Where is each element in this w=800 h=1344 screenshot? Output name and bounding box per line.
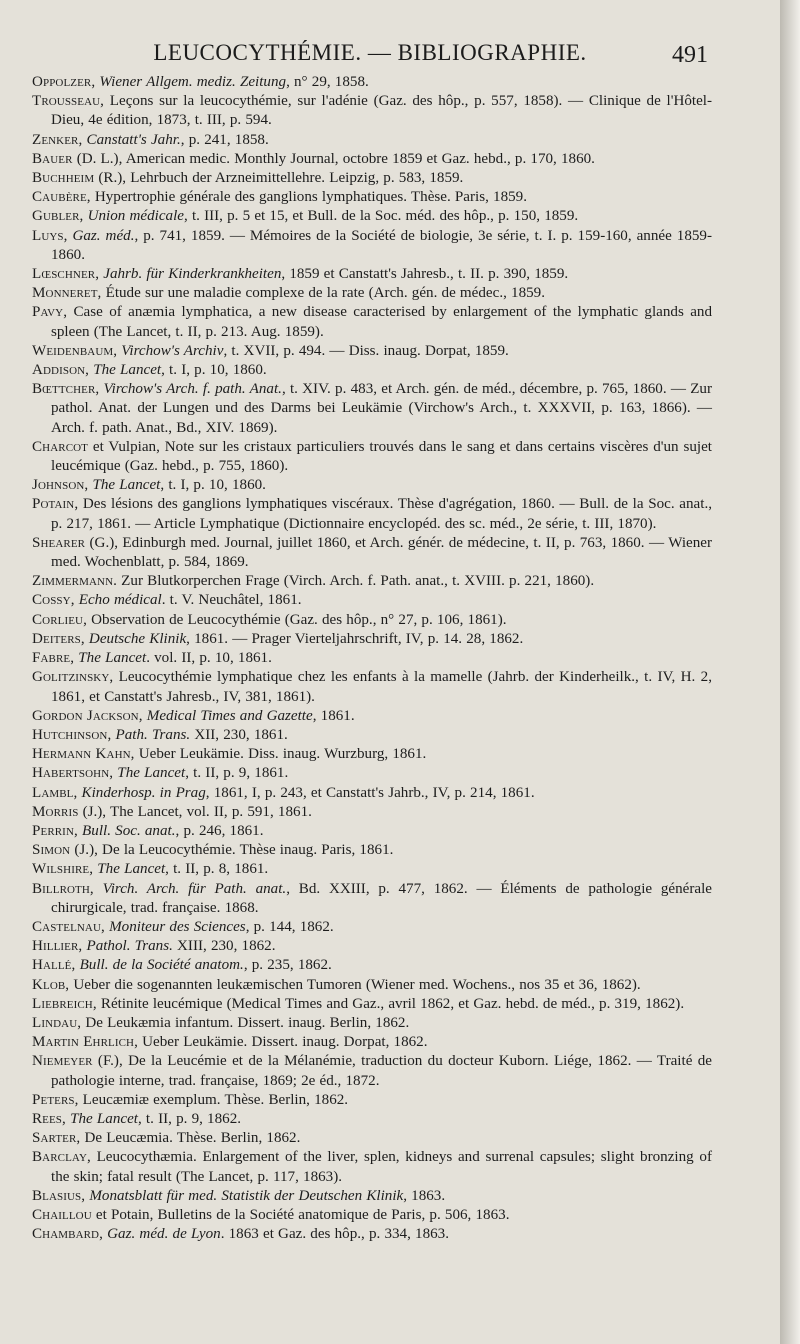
entry-author: Lindau, — [32, 1014, 82, 1031]
entry-author: Charcot — [32, 438, 88, 455]
bibliography-entry — [32, 841, 712, 860]
entry-details: Hypertrophie générale des ganglions lymphatiques. Thèse. Paris, 1859. — [90, 189, 528, 206]
entry-author: Blasius, — [32, 1187, 86, 1204]
entry-details: Leucocythémie lymphatique chez les enfants à la mamelle (Jahrb. der Kinderheilk., t. IV, H. 2, 1861, et Canstatt's Jahresb., IV, 381, 1861). — [51, 669, 712, 705]
entry-author: Peters, — [32, 1091, 79, 1108]
bibliography-entry — [32, 764, 712, 783]
entry-author: Cossy, — [32, 592, 75, 609]
entry-details: , p. 741, 1859. — Mémoires de la Société de biologie, 3e série, t. I. p. 159-160, année 1859-1860. — [51, 227, 712, 263]
bibliography-entry — [32, 73, 712, 92]
entry-details: Des lésions des ganglions lymphatiques viscéraux. Thèse d'agrégation, 1860. — Bull. de la Soc. anat., p. 217, 1861. — Article Lymphatique (Dictionnaire encyclopéd. des sc. méd., 2e série, t. III, 1870). — [51, 496, 712, 532]
entry-title: Virch. Arch. für Path. anat. — [93, 880, 287, 897]
bibliography-entry — [32, 1148, 712, 1186]
entry-details: . vol. II, p. 10, 1861. — [146, 650, 272, 667]
bibliography-entry — [32, 92, 712, 130]
entry-details: (G.), Edinburgh med. Journal, juillet 1860, et Arch. génér. de médecine, t. II, p. 763, 1860. — Wiener med. Wochenblatt, p. 584, 1869. — [51, 534, 712, 571]
bibliography-entry — [32, 784, 712, 803]
bibliography-entry — [32, 572, 712, 591]
bibliography-entry — [32, 1129, 712, 1148]
entry-details: , p. 246, 1861. — [175, 822, 264, 839]
bibliography-entry — [32, 169, 712, 188]
entry-details: Ueber Leukämie. Dissert. inaug. Dorpat, 1862. — [137, 1034, 428, 1051]
bibliography-entry — [32, 591, 712, 610]
entry-title: The Lancet — [65, 1110, 138, 1127]
entry-details: Ueber die sogenannten leukæmischen Tumoren (Wiener med. Wochens., nos 35 et 36, 1862). — [69, 976, 641, 993]
entry-title: Medical Times and Gazette — [142, 707, 313, 724]
entry-details: , t. XVII, p. 494. — Diss. inaug. Dorpat, 1859. — [223, 342, 509, 359]
bibliography-entry — [32, 1110, 712, 1129]
entry-author: Chaillou — [32, 1206, 92, 1223]
entry-title: Pathol. Trans. — [82, 938, 173, 955]
entry-details: , t. II, p. 9, 1862. — [137, 1110, 242, 1127]
entry-author: Simon — [32, 842, 71, 859]
entry-author: Lœschner, — [32, 266, 100, 283]
entry-author: Fabre, — [32, 650, 75, 667]
entry-title: Wiener Allgem. mediz. Zeitung — [95, 74, 287, 90]
entry-details: Observation de Leucocythémie (Gaz. des hôp., n° 27, p. 106, 1861). — [86, 611, 507, 628]
entry-details: Leucæmiæ exemplum. Thèse. Berlin, 1862. — [78, 1091, 349, 1108]
entry-details: , t. II, p. 8, 1861. — [165, 861, 269, 878]
bibliography-entry — [32, 956, 712, 975]
entry-title: Deutsche Klinik — [84, 630, 187, 647]
entry-author: Chambard, — [32, 1226, 103, 1243]
entry-author: Gubler, — [32, 208, 84, 225]
entry-author: Zenker, — [32, 131, 83, 148]
entry-details: XII, 230, 1861. — [190, 726, 288, 743]
bibliography-entry — [32, 937, 712, 956]
bibliography-entry — [32, 150, 712, 169]
running-header — [30, 40, 710, 74]
entry-title: Monatsblatt für med. Statistik der Deutschen Klinik — [85, 1187, 404, 1204]
entry-details: , 1863. — [403, 1187, 446, 1204]
entry-details: (J.), De la Leucocythémie. Thèse inaug. Paris, 1861. — [70, 842, 394, 859]
entry-details: et Vulpian, Note sur les cristaux particuliers trouvés dans le sang et dans certains viscères d'un sujet leucémique (Gaz. hebd., p. 755, 1860). — [51, 438, 712, 475]
bibliography-entry — [32, 1206, 712, 1225]
entry-details: De Leukæmia infantum. Dissert. inaug. Berlin, 1862. — [81, 1014, 410, 1031]
bibliography-entry — [32, 860, 712, 879]
entry-author: Wilshire, — [32, 861, 94, 878]
entry-author: Shearer — [32, 534, 86, 551]
bibliography-entry — [32, 207, 712, 226]
entry-author: Addison, — [32, 362, 90, 379]
entry-author: Bauer — [32, 150, 73, 167]
entry-details: , p. 144, 1862. — [245, 918, 334, 935]
entry-details: , t. II, p. 9, 1861. — [185, 765, 289, 782]
entry-author: Monneret, — [32, 285, 102, 302]
bibliography-entry — [32, 611, 712, 630]
entry-author: Castelnau, — [32, 918, 105, 935]
bibliography-entry — [32, 284, 712, 303]
entry-author: Lambl, — [32, 784, 78, 801]
entry-title: Gaz. méd. — [67, 227, 135, 244]
entry-title: Virchow's Arch. f. path. Anat. — [99, 381, 282, 398]
entry-author: Niemeyer — [32, 1053, 93, 1070]
bibliography-entry — [32, 630, 712, 649]
entry-details: (R.), Lehrbuch der Arzneimittellehre. Leipzig, p. 583, 1859. — [94, 170, 464, 187]
entry-details: , t. III, p. 5 et 15, et Bull. de la Soc. méd. des hôp., p. 150, 1859. — [184, 208, 579, 225]
bibliography-entry — [32, 380, 712, 438]
entry-title: Kinderhosp. in Prag — [77, 784, 206, 801]
entry-author: Weidenbaum, — [32, 342, 118, 359]
entry-author: Sarter, — [32, 1130, 81, 1147]
entry-details: , p. 241, 1858. — [180, 131, 269, 148]
entry-details: Étude sur une maladie complexe de la rate (Arch. gén. de médec., 1859. — [101, 285, 546, 302]
entry-author: Hermann Kahn, — [32, 746, 135, 763]
entry-author: Hillier, — [32, 938, 83, 955]
entry-details: , 1861, I, p. 243, et Canstatt's Jahrb., IV, p. 214, 1861. — [205, 784, 535, 801]
bibliography-entry — [32, 707, 712, 726]
running-title: LEUCOCYTHÉMIE. — BIBLIOGRAPHIE. — [153, 40, 587, 65]
entry-title: Virchow's Archiv — [117, 342, 224, 359]
entry-details: , Bd. XXIII, p. 477, 1862. — Éléments de pathologie générale chirurgicale, trad. française. 1868. — [51, 880, 712, 916]
bibliography-entry — [32, 1052, 712, 1090]
entry-title: Canstatt's Jahr. — [82, 131, 181, 148]
bibliography-entry — [32, 745, 712, 764]
entry-details: Case of anæmia lymphatica, a new disease caracterised by enlargement of the lymphatic glands and spleen (The Lancet, t. II, p. 213. Aug. 1859). — [51, 304, 712, 340]
entry-author: Klob, — [32, 976, 70, 993]
entry-author: Johnson, — [32, 477, 89, 494]
entry-details: , t. I, p. 10, 1860. — [160, 477, 266, 494]
entry-details: . 1863 et Gaz. des hôp., p. 334, 1863. — [220, 1226, 450, 1243]
entry-details: (D. L.), American medic. Monthly Journal, octobre 1859 et Gaz. hebd., p. 170, 1860. — [72, 150, 595, 167]
entry-title: Union médicale — [83, 208, 184, 225]
entry-author: Billroth, — [32, 880, 94, 897]
entry-author: Oppolzer, — [32, 74, 96, 90]
entry-author: Habertsohn, — [32, 765, 114, 782]
entry-title: Bull. de la Société anatom. — [75, 957, 244, 974]
bibliography-entry — [32, 1091, 712, 1110]
bibliography-entry — [32, 361, 712, 380]
entry-author: Pavy, — [32, 304, 68, 321]
entry-details: Leçons sur la leucocythémie, sur l'adénie (Gaz. des hôp., p. 557, 1858). — Clinique de l'Hôtel-Dieu, 4e édition, 1873, t. III, p. 594. — [51, 93, 712, 129]
entry-title: The Lancet — [74, 650, 147, 667]
bibliography-entry — [32, 803, 712, 822]
bibliography-entry — [32, 265, 712, 284]
bibliography-entry — [32, 1225, 712, 1244]
entry-author: Deiters, — [32, 630, 85, 647]
entry-author: Luys, — [32, 227, 68, 244]
entry-title: Echo médical — [74, 592, 162, 609]
entry-author: Trousseau, — [32, 93, 105, 110]
bibliography-entry — [32, 188, 712, 207]
bibliography-list — [32, 73, 712, 1244]
bibliography-entry — [32, 1014, 712, 1033]
entry-author: Golitzinsky, — [32, 669, 114, 686]
entry-author: Perrin, — [32, 822, 78, 839]
entry-details: , t. XIV. p. 483, et Arch. gén. de méd., décembre, p. 765, 1860. — Zur pathol. Anat. der Lungen und des Darms bei Leukämie (Virchow's Arch., t. XXXVII, p. 163, 1866). — Arch. f. path. Anat., Bd., XIV. 1869). — [51, 381, 712, 436]
entry-author: Liebreich, — [32, 995, 97, 1012]
entry-title: The Lancet — [88, 477, 161, 494]
bibliography-entry — [32, 918, 712, 937]
entry-title: The Lancet — [113, 765, 186, 782]
bibliography-entry — [32, 649, 712, 668]
bibliography-entry — [32, 1187, 712, 1206]
entry-title: The Lancet — [93, 861, 166, 878]
bibliography-entry — [32, 534, 712, 572]
bibliography-entry — [32, 495, 712, 533]
entry-details: , 1861. — [312, 707, 355, 724]
entry-author: Rees, — [32, 1110, 66, 1127]
entry-author: Corlieu, — [32, 611, 87, 628]
bibliography-entry — [32, 131, 712, 150]
entry-details: (F.), De la Leucémie et de la Mélanémie, traduction du docteur Kuborn. Liége, 1862. — Traité de pathologie interne, trad. française, 1869; 2e éd., 1872. — [51, 1053, 712, 1089]
entry-details: , 1861. — Prager Vierteljahrschrift, IV, p. 14. 28, 1862. — [186, 630, 524, 647]
entry-title: The Lancet — [89, 362, 162, 379]
bibliography-entry — [32, 303, 712, 341]
entry-details: De Leucæmia. Thèse. Berlin, 1862. — [80, 1130, 301, 1147]
entry-title: Path. Trans. — [111, 726, 191, 743]
entry-title: Bull. Soc. anat. — [77, 822, 176, 839]
entry-author: Morris — [32, 803, 79, 820]
entry-author: Bœttcher, — [32, 381, 100, 398]
entry-author: Hutchinson, — [32, 726, 112, 743]
bibliography-entry — [32, 976, 712, 995]
entry-author: Zimmermann. — [32, 573, 117, 590]
entry-details: , n° 29, 1858. — [286, 74, 369, 90]
entry-details: , 1859 et Canstatt's Jahresb., t. II. p. 390, 1859. — [281, 266, 569, 283]
bibliography-entry — [32, 822, 712, 841]
bibliography-entry — [32, 995, 712, 1014]
bibliography-entry — [32, 1033, 712, 1052]
bibliography-entry — [32, 227, 712, 265]
entry-author: Barclay, — [32, 1149, 91, 1166]
entry-details: Ueber Leukämie. Diss. inaug. Wurzburg, 1861. — [134, 746, 427, 763]
entry-title: Gaz. méd. de Lyon — [102, 1226, 221, 1243]
bibliography-entry — [32, 342, 712, 361]
entry-author: Buchheim — [32, 170, 95, 187]
entry-title: Moniteur des Sciences — [104, 918, 246, 935]
entry-author: Potain, — [32, 496, 79, 513]
entry-author: Caubère, — [32, 189, 91, 206]
entry-details: , t. I, p. 10, 1860. — [161, 362, 267, 379]
entry-details: Rétinite leucémique (Medical Times and Gaz., avril 1862, et Gaz. hebd. de méd., p. 319, 1862). — [96, 995, 685, 1012]
entry-details: Zur Blutkorperchen Frage (Virch. Arch. f. Path. anat., t. XVIII. p. 221, 1860). — [117, 573, 595, 590]
bibliography-entry — [32, 438, 712, 476]
entry-details: . t. V. Neuchâtel, 1861. — [161, 592, 302, 609]
entry-title: Jahrb. für Kinderkrankheiten — [99, 266, 282, 283]
entry-details: , p. 235, 1862. — [243, 957, 332, 974]
entry-details: (J.), The Lancet, vol. II, p. 591, 1861. — [78, 803, 312, 820]
bibliography-entry — [32, 668, 712, 706]
entry-details: Leucocythæmia. Enlargement of the liver, splen, kidneys and surrenal capsules; slight bronzing of the skin; fatal result (The Lancet, p. 117, 1863). — [51, 1149, 712, 1185]
entry-author: Gordon Jackson, — [32, 707, 143, 724]
bibliography-entry — [32, 726, 712, 745]
bibliography-entry — [32, 880, 712, 918]
page-number: 491 — [672, 42, 708, 68]
page-edge — [780, 0, 800, 1344]
entry-author: Hallé, — [32, 957, 76, 974]
bibliography-entry — [32, 476, 712, 495]
entry-details: XIII, 230, 1862. — [172, 938, 276, 955]
entry-author: Martin Ehrlich, — [32, 1034, 138, 1051]
entry-details: et Potain, Bulletins de la Société anatomique de Paris, p. 506, 1863. — [91, 1206, 510, 1223]
